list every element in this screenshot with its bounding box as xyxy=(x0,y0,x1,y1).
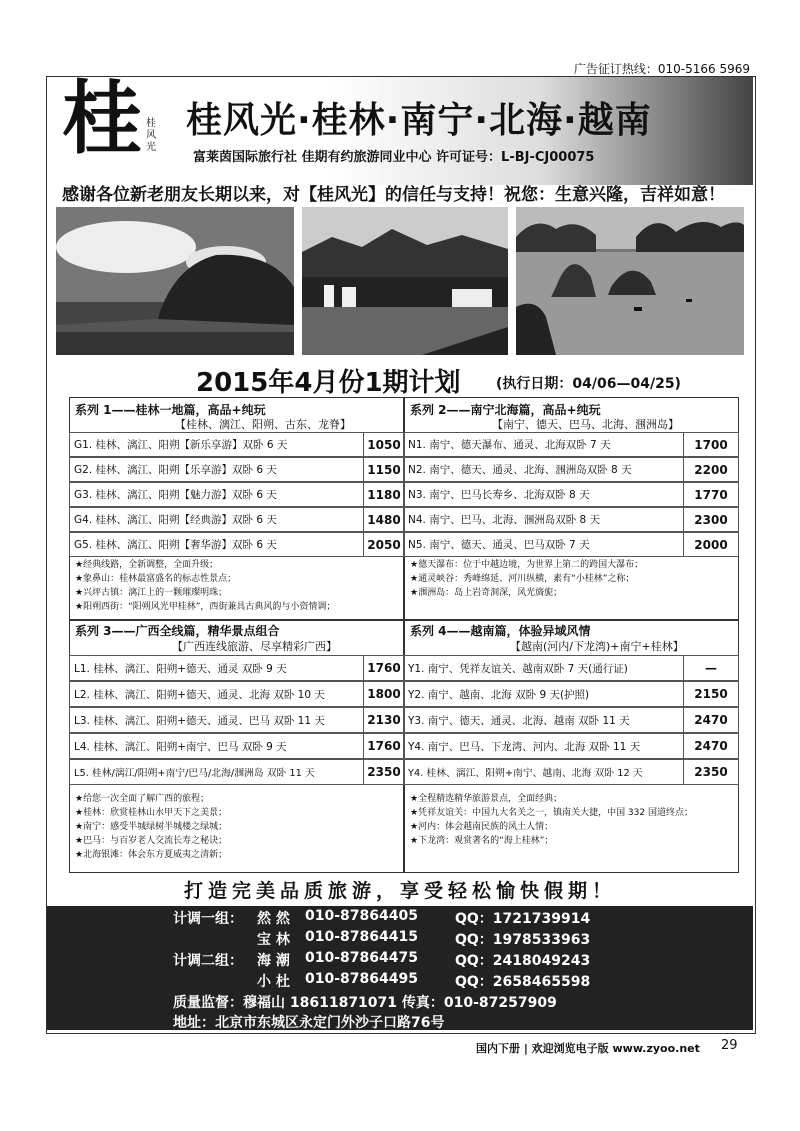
series-3-row: L1. 桂林、漓江、阳朔+德天、通灵 双卧 9 天 1760 xyxy=(69,655,405,681)
series-2-row: N2. 南宁、德天、通灵、北海、涠洲岛双卧 8 天 2200 xyxy=(403,457,739,482)
series-4-sub: 【越南(河内/下龙湾)+南宁+桂林】 xyxy=(510,640,684,653)
contact-block xyxy=(47,906,753,1030)
contact-qq: QQ：1721739914 xyxy=(455,911,591,927)
contact-name: 宝 林 xyxy=(257,932,290,948)
series-1-row: G4. 桂林、漓江、阳朔【经典游】双卧 6 天 1480 xyxy=(69,507,405,532)
series-1-row: G1. 桂林、漓江、阳朔【新乐享游】双卧 6 天 1050 xyxy=(69,432,405,457)
contact-name: 海 潮 xyxy=(257,953,290,969)
series-2-header: 系列 2——南宁北海篇，高品+纯玩 xyxy=(410,403,601,417)
logo-calligraphy: 桂 xyxy=(62,71,142,165)
contact-phone: 010-87864495 xyxy=(305,971,418,987)
series-3-row: L3. 桂林、漓江、阳朔+德天、通灵、巴马 双卧 11 天 2130 xyxy=(69,707,405,733)
logo-small-text: 桂风光 xyxy=(146,118,156,153)
series-2-row: N3. 南宁、巴马长寿乡、北海双卧 8 天 1770 xyxy=(403,482,739,507)
page-number: 29 xyxy=(721,1038,738,1053)
series-3-sub: 【广西连线旅游、尽享精彩广西】 xyxy=(172,640,337,653)
contact-qq: QQ：2418049243 xyxy=(455,953,591,969)
series-3-row: L5. 桂林/漓江/阳朔+南宁/巴马/北海/涠洲岛 双卧 11 天 2350 xyxy=(69,759,405,785)
contact-phone: 010-87864475 xyxy=(305,950,418,966)
plan-date: (执行日期：04/06—04/25) xyxy=(496,376,681,392)
series-2-sub: 【南宁、德天、巴马、北海、涠洲岛】 xyxy=(492,418,679,431)
series-1-header: 系列 1——桂林一地篇，高品+纯玩 xyxy=(75,403,266,417)
agency-info: 富莱茵国际旅行社 佳期有约旅游同业中心 许可证号：L-BJ-CJ00075 xyxy=(193,150,595,165)
series-3-header: 系列 3——广西全线篇，精华景点组合 xyxy=(75,624,280,638)
ad-hotline: 广告征订热线：010-5166 5969 xyxy=(573,62,750,76)
photo-waterfall xyxy=(302,207,508,355)
series-2-row: N5. 南宁、德天、通灵、巴马双卧 7 天 2000 xyxy=(403,532,739,557)
main-title: 桂风光·桂林·南宁·北海·越南 xyxy=(186,100,652,141)
group2-label: 计调二组： xyxy=(173,953,243,969)
series-3-row: L4. 桂林、漓江、阳朔+南宁、巴马 双卧 9 天 1760 xyxy=(69,733,405,759)
quality-supervisor: 质量监督：穆福山 18611871071 传真：010-87257909 xyxy=(173,995,557,1011)
contact-phone: 010-87864415 xyxy=(305,929,418,945)
series-2-row: N4. 南宁、巴马、北海、涠洲岛双卧 8 天 2300 xyxy=(403,507,739,532)
series-4-row: Y4. 南宁、巴马、下龙湾、河内、北海 双卧 11 天 2470 xyxy=(403,733,739,759)
series-4-row: Y4. 桂林、漓江、阳朔+南宁、越南、北海 双卧 12 天 2350 xyxy=(403,759,739,785)
series-4-row: Y1. 南宁、凭祥友谊关、越南双卧 7 天(通行证) — xyxy=(403,655,739,681)
contact-qq: QQ：2658465598 xyxy=(455,974,591,990)
series-1-row: G3. 桂林、漓江、阳朔【魅力游】双卧 6 天 1180 xyxy=(69,482,405,507)
series-1-row: G5. 桂林、漓江、阳朔【奢华游】双卧 6 天 2050 xyxy=(69,532,405,557)
group1-label: 计调一组： xyxy=(173,911,243,927)
series-4-row: Y2. 南宁、越南、北海 双卧 9 天(护照) 2150 xyxy=(403,681,739,707)
contact-name: 小 杜 xyxy=(257,974,290,990)
plan-title: 2015年4月份1期计划 xyxy=(196,368,461,398)
series-1-notes: ★经典线路，全新调整，全面升级； ★象鼻山：桂林最富盛名的标志性景点； ★兴坪古镇：漓江上的一颗璀璨明珠； ★阳朔西街：“阳朔风光甲桂林”，西街兼具古典风韵与小资情调； xyxy=(75,560,336,612)
photo-halong-bay xyxy=(516,207,744,355)
slogan: 打造完美品质旅游，享受轻松愉快假期！ xyxy=(183,879,616,902)
photo-elephant-hill xyxy=(56,207,294,355)
series-4-header: 系列 4——越南篇，体验异域风情 xyxy=(410,624,591,638)
series-2-row: N1. 南宁、德天瀑布、通灵、北海双卧 7 天 1700 xyxy=(403,432,739,457)
series-4-row: Y3. 南宁、德天、通灵、北海、越南 双卧 11 天 2470 xyxy=(403,707,739,733)
contact-name: 然 然 xyxy=(257,911,290,927)
series-1-row: G2. 桂林、漓江、阳朔【乐享游】双卧 6 天 1150 xyxy=(69,457,405,482)
series-3-row: L2. 桂林、漓江、阳朔+德天、通灵、北海 双卧 10 天 1800 xyxy=(69,681,405,707)
address: 地址：北京市东城区永定门外沙子口路76号 xyxy=(173,1015,445,1031)
thanks-banner: 感谢各位新老朋友长期以来，对【桂风光】的信任与支持！祝您：生意兴隆，吉祥如意！ xyxy=(62,185,725,205)
contact-qq: QQ：1978533963 xyxy=(455,932,591,948)
series-2-notes: ★德天瀑布：位于中越边境，为世界上第二的跨国大瀑布； ★通灵峡谷：秀峰绵延、河川纵横，素有“小桂林”之称； ★涠洲岛：岛上岩奇洞深，风光旖旎； xyxy=(410,560,644,598)
footer-text: 国内下册 | 欢迎浏览电子版 www.zyoo.net xyxy=(476,1042,700,1055)
contact-phone: 010-87864405 xyxy=(305,908,418,924)
series-1-sub: 【桂林、漓江、阳朔、古东、龙脊】 xyxy=(175,418,351,431)
series-4-notes: ★全程精选精华旅游景点，全面经典； ★凭祥友谊关：中国九大名关之一，镇南关大捷，中国 332 国道终点； ★河内：体会越南民族的风土人情； ★下龙湾：观赏著名的“海上桂林”； xyxy=(410,794,693,846)
series-3-notes: ★给您一次全面了解广西的旅程； ★桂林：欣赏桂林山水甲天下之美景； ★南宁：感受半城绿树半城楼之绿城； ★巴马：与百岁老人交流长寿之秘诀； ★北海银滩：体会东方夏威夷之清新； xyxy=(75,794,228,860)
